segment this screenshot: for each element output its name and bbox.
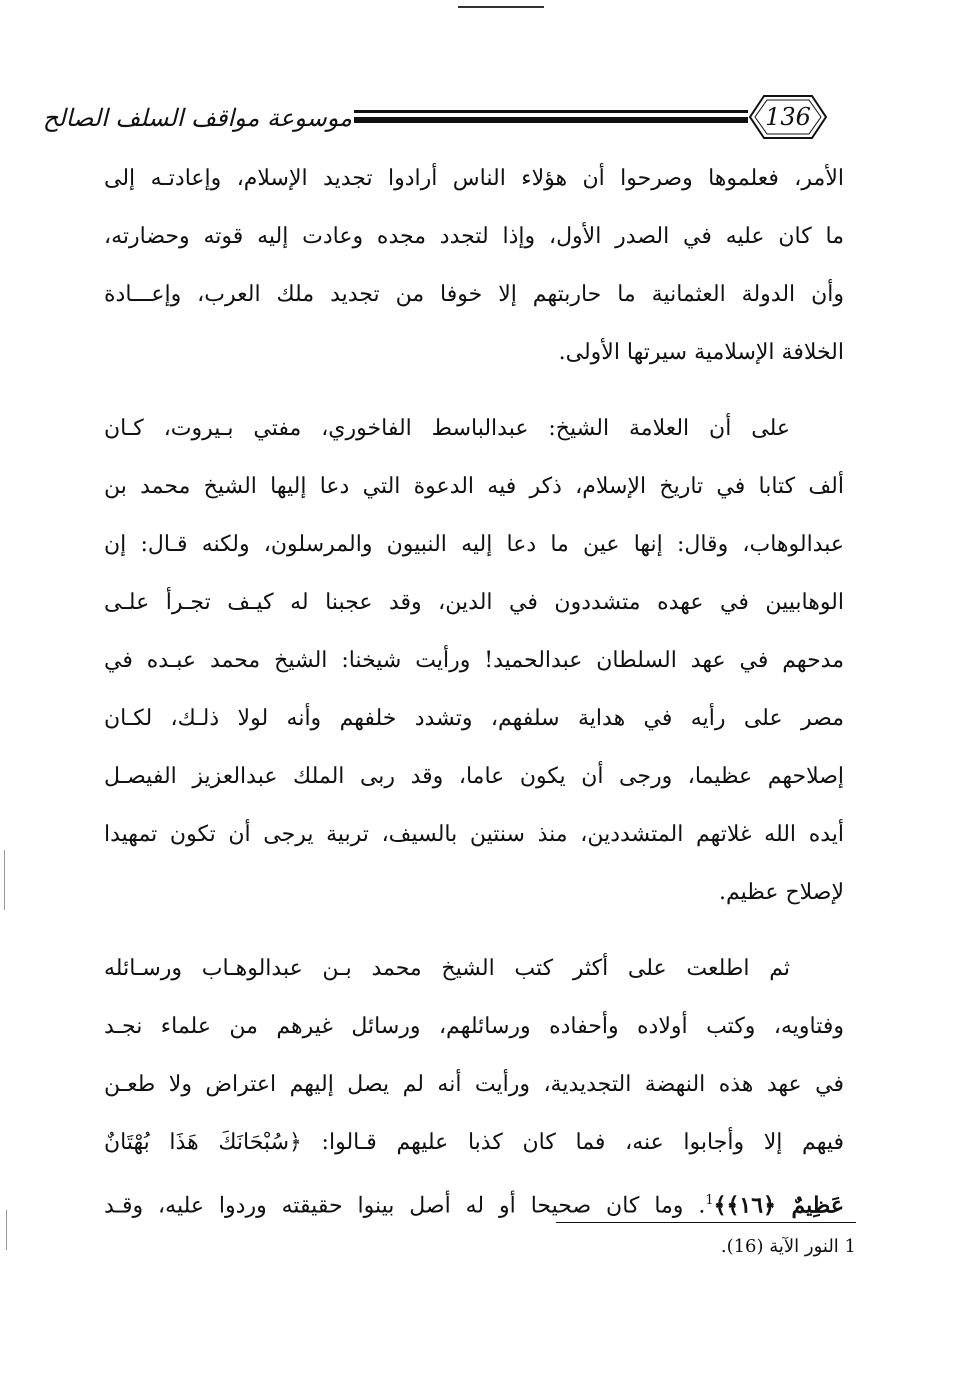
text-line: الأمر، فعلموها وصرحوا أن هؤلاء الناس أرادوا تجديد الإسلام، وإعادتـه إلى [104,166,844,191]
paragraph [104,150,844,382]
page-number-badge [748,92,828,142]
top-edge-mark [458,6,544,8]
text-line: وفتاويه، وكتب أولاده وأحفاده ورسائلهم، ورسائل غيرهم من علماء نجـد [104,1014,844,1039]
text-line: عبدالوهاب، وقال: إنها عين ما دعا إليه النبيون والمرسلون، ولكنه قـال: إن [104,532,844,557]
footnote-reference[interactable]: 1 [705,1193,714,1208]
main-text [104,150,844,1230]
text-line: إصلاحهم عظيما، ورجى أن يكون عاما، وقد ربى الملك عبدالعزيز الفيصـل [104,764,844,789]
footnote-text: النور الآية (16). [720,1236,839,1257]
footnote [456,1232,856,1262]
footnote-marker: 1 [844,1236,856,1257]
text-line: مدحهم في عهد السلطان عبدالحميد! ورأيت شيخنا: الشيخ محمد عبـده في [104,648,844,673]
text-line: ألف كتابا في تاريخ الإسلام، ذكر فيه الدعوة التي دعا إليها الشيخ محمد بن [104,474,844,499]
header-rule [354,110,748,124]
book-title: موسوعة مواقف السلف الصالح [42,104,352,132]
left-edge-mark [6,1210,7,1250]
text-line: ما كان عليه في الصدر الأول، وإذا لتجدد مجده وعادت إليه قوته وحضارته، [104,224,844,249]
page-header [42,92,848,144]
text-line: مصر على رأيه في هداية سلفهم، وتشدد خلفهم وأنه لولا ذلـك، لكـان [104,706,844,731]
paragraph [104,400,844,922]
text-segment: . وما كان صحيحا أو له أصل بينوا حقيقته وردوا عليه، وقـد [104,1193,706,1219]
text-line: ثم اطلعت على أكثر كتب الشيخ محمد بـن عبدالوهـاب ورسـائله [104,956,790,981]
page-number: 136 [765,103,811,131]
text-line: في عهد هذه النهضة التجديدية، ورأيت أنه لم يصل إليهم اعتراض ولا طعـن [104,1072,844,1097]
text-line: على أن العلامة الشيخ: عبدالباسط الفاخوري، مفتي بـيروت، كـان [104,416,790,441]
footnote-separator [556,1222,856,1223]
text-line: فيهم إلا وأجابوا عنه، فما كان كذبا عليهم قـالوا: ﴿سُبْحَانَكَ هَذَا بُهْتَانٌ [104,1130,844,1155]
text-line: لإصلاح عظيم. [719,880,844,905]
text-line: الوهابيين في عهده متشددون في الدين، وقد عجبنا له كيـف تجـرأ علـى [104,590,844,615]
quran-verse: عَظِيمٌ ﴿١٦﴾﴾ [713,1192,844,1219]
text-line: أيده الله غلاتهم المتشددين، منذ سنتين بالسيف، تربية يرجى أن تكون تمهيدا [104,822,844,847]
text-line: وأن الدولة العثمانية ما حاربتهم إلا خوفا من تجديد ملك العرب، وإعـــادة [104,282,844,307]
left-edge-mark [4,850,5,910]
text-line: الخلافة الإسلامية سيرتها الأولى. [558,340,844,365]
paragraph [104,940,844,1230]
